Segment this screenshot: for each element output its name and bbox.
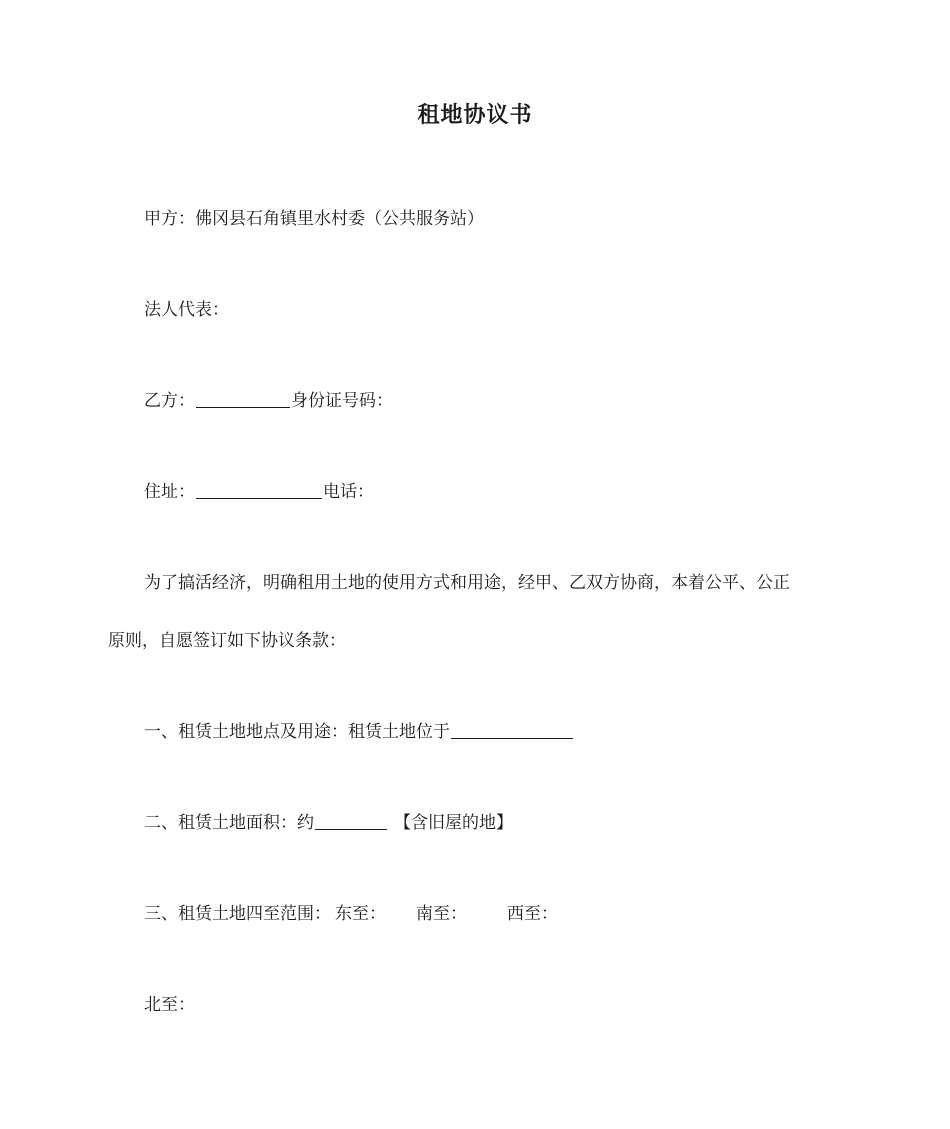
address-line <box>144 480 374 504</box>
address-label: 住址： <box>144 482 195 502</box>
clause-1-blank <box>451 720 573 739</box>
clause-2-note: 【含旧屋的地】 <box>394 813 513 833</box>
party-b-line <box>144 389 393 413</box>
west-boundary-label: 西至： <box>507 904 558 924</box>
east-boundary-label: 东至： <box>335 904 386 924</box>
clause-2-line <box>144 811 513 835</box>
legal-rep-line: 法人代表： <box>144 300 229 320</box>
id-number-label: 身份证号码： <box>291 391 393 411</box>
phone-label: 电话： <box>323 482 374 502</box>
party-b-label: 乙方： <box>144 391 195 411</box>
north-boundary-line: 北至： <box>144 995 195 1015</box>
clause-2-blank <box>315 811 387 830</box>
intro-paragraph-line-1: 为了搞活经济，明确租用土地的使用方式和用途，经甲、乙双方协商，本着公平、公正 <box>144 573 790 593</box>
document-title: 租地协议书 <box>417 103 533 128</box>
intro-paragraph-line-2: 原则，自愿签订如下协议条款： <box>108 631 346 651</box>
clause-3-text: 三、租赁土地四至范围： <box>144 904 331 924</box>
party-a-line: 甲方：佛冈县石角镇里水村委（公共服务站） <box>144 209 484 229</box>
party-b-blank <box>196 389 290 408</box>
clause-1-text: 一、租赁土地地点及用途：租赁土地位于 <box>144 722 450 742</box>
clause-1-line <box>144 720 574 744</box>
south-boundary-label: 南至： <box>416 904 467 924</box>
address-blank <box>196 480 322 499</box>
clause-2-text: 二、租赁土地面积：约 <box>144 813 314 833</box>
clause-3-line <box>144 902 558 926</box>
